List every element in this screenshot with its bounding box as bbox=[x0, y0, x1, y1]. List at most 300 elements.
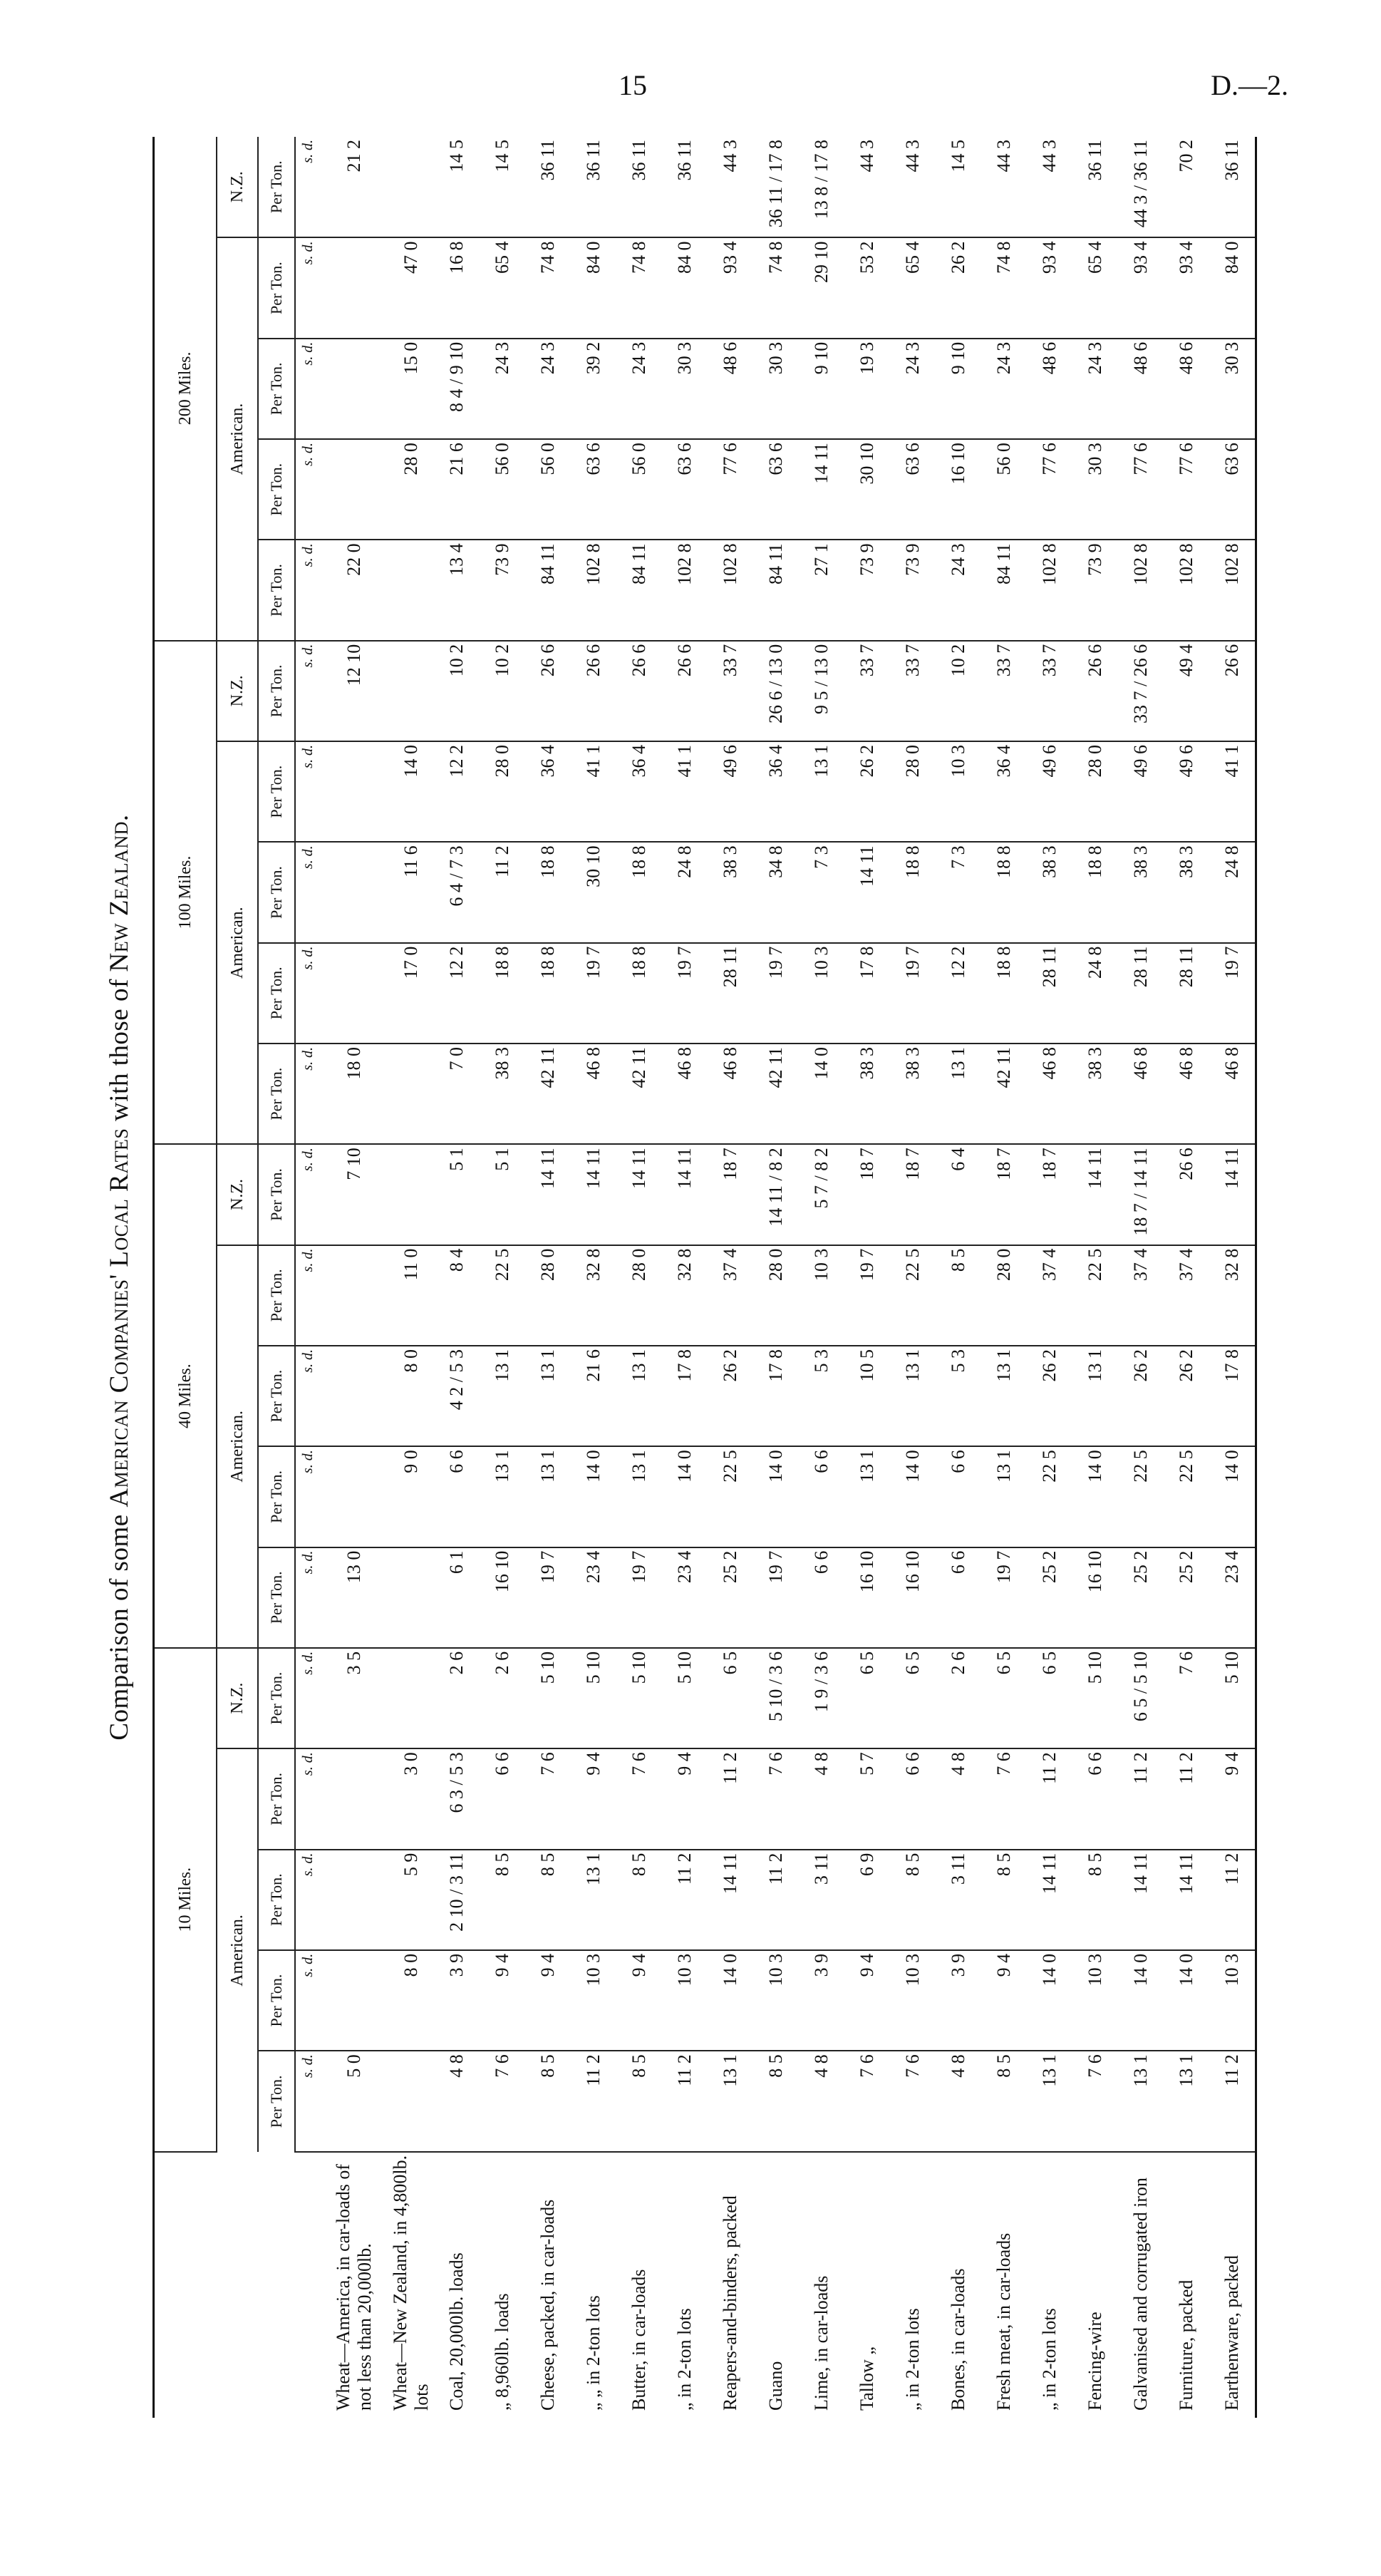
table-body bbox=[295, 137, 1256, 2418]
rate-cell: 24 3 bbox=[981, 339, 1027, 439]
rate-cell: 36 11 bbox=[1072, 137, 1118, 237]
header-per-ton: Per Ton. bbox=[258, 1547, 295, 1648]
rate-cell: 74 8 bbox=[616, 237, 662, 338]
rate-cell: 19 7 bbox=[981, 1547, 1027, 1648]
rate-cell: 8 5 bbox=[753, 2051, 799, 2151]
rate-cell: 4 8 bbox=[936, 1748, 981, 1849]
rate-cell: 56 0 bbox=[616, 439, 662, 540]
rate-cell: 36 4 bbox=[616, 741, 662, 842]
rate-cell: 37 4 bbox=[708, 1245, 753, 1346]
rate-cell: 16 10 bbox=[480, 1547, 525, 1648]
rate-cell: 9 4 bbox=[616, 1950, 662, 2051]
rate-cell: 14 11 bbox=[1164, 1850, 1209, 1950]
rate-cell: 18 7 bbox=[708, 1144, 753, 1245]
rate-cell: 26 6 bbox=[525, 641, 571, 741]
row-label: Galvanised and corrugated iron bbox=[1130, 2177, 1151, 2411]
header-per-ton-row bbox=[258, 137, 295, 2418]
rate-cell: 17 8 bbox=[753, 1346, 799, 1446]
rate-cell: 56 0 bbox=[525, 439, 571, 540]
rate-cell: 8 5 bbox=[890, 1850, 936, 1950]
table-row bbox=[616, 137, 662, 2418]
rate-cell: 73 9 bbox=[1072, 540, 1118, 640]
row-label: Wheat—New Zealand, in 4,800lb. lots bbox=[390, 2155, 432, 2411]
rate-cell: 19 7 bbox=[571, 943, 616, 1044]
document-reference: D.—2. bbox=[1211, 69, 1288, 101]
rate-cell: 6 6 bbox=[480, 1748, 525, 1849]
rate-cell: 22 0 bbox=[320, 540, 388, 640]
rate-cell: 8 5 bbox=[525, 2051, 571, 2151]
rate-cell: 5 10 bbox=[616, 1648, 662, 1748]
rate-cell: 4 8 bbox=[936, 2051, 981, 2151]
rate-cell: 7 3 bbox=[799, 842, 844, 942]
table-row bbox=[320, 137, 388, 2418]
rate-cell: 30 3 bbox=[753, 339, 799, 439]
rate-cell: 8 5 bbox=[616, 1850, 662, 1950]
rate-cell: 25 2 bbox=[1164, 1547, 1209, 1648]
rate-cell: 93 4 bbox=[1027, 237, 1072, 338]
rate-cell: 7 6 bbox=[1164, 1648, 1209, 1748]
rate-cell: 14 0 bbox=[662, 1446, 708, 1547]
units-cell: s. d. bbox=[295, 1044, 320, 1144]
rate-cell: 10 5 bbox=[844, 1346, 890, 1446]
rate-cell: 41 1 bbox=[571, 741, 616, 842]
rate-cell: 11 2 bbox=[708, 1748, 753, 1849]
rate-cell: 84 0 bbox=[1209, 237, 1256, 338]
rate-cell: 14 11 bbox=[799, 439, 844, 540]
rate-cell: 6 5 bbox=[890, 1648, 936, 1748]
rate-cell: 63 6 bbox=[753, 439, 799, 540]
rate-cell bbox=[320, 1748, 388, 1849]
rate-cell: 28 0 bbox=[981, 1245, 1027, 1346]
rate-cell: 22 5 bbox=[1118, 1446, 1164, 1547]
rate-cell: 48 6 bbox=[1027, 339, 1072, 439]
rate-cell: 77 6 bbox=[1164, 439, 1209, 540]
rate-cell bbox=[388, 540, 434, 640]
rate-cell: 14 5 bbox=[936, 137, 981, 237]
rate-cell: 21 2 bbox=[320, 137, 388, 237]
rate-cell: 19 7 bbox=[844, 1245, 890, 1346]
rate-cell: 7 6 bbox=[525, 1748, 571, 1849]
rate-cell: 4 8 bbox=[434, 2051, 480, 2151]
rate-cell: 11 2 bbox=[662, 2051, 708, 2151]
rate-cell: 33 7 bbox=[1027, 641, 1072, 741]
rate-cell: 6 9 bbox=[844, 1850, 890, 1950]
rate-cell: 65 4 bbox=[1072, 237, 1118, 338]
rate-cell: 8 5 bbox=[480, 1850, 525, 1950]
rate-cell: 46 8 bbox=[1027, 1044, 1072, 1144]
table-caption bbox=[87, 137, 152, 2418]
row-label: Reapers-and-binders, packed bbox=[720, 2195, 740, 2411]
rate-cell: 14 0 bbox=[708, 1950, 753, 2051]
rate-cell: 84 11 bbox=[525, 540, 571, 640]
rate-cell: 48 6 bbox=[1164, 339, 1209, 439]
table-row bbox=[434, 137, 480, 2418]
rate-cell: 48 6 bbox=[1118, 339, 1164, 439]
rate-cell: 102 8 bbox=[1027, 540, 1072, 640]
rate-cell: 102 8 bbox=[1164, 540, 1209, 640]
rate-cell: 5 10 bbox=[1209, 1648, 1256, 1748]
rate-cell: 24 8 bbox=[1209, 842, 1256, 942]
rate-cell: 10 3 bbox=[936, 741, 981, 842]
header-american: American. bbox=[217, 1245, 258, 1648]
rate-cell: 30 3 bbox=[1072, 439, 1118, 540]
rate-cell: 26 6 bbox=[616, 641, 662, 741]
rate-cell: 18 7 bbox=[844, 1144, 890, 1245]
rate-cell: 24 3 bbox=[525, 339, 571, 439]
rate-cell: 15 0 bbox=[388, 339, 434, 439]
rate-cell: 13 1 bbox=[936, 1044, 981, 1144]
rate-cell: 6 6 bbox=[890, 1748, 936, 1849]
rate-cell: 19 7 bbox=[753, 1547, 799, 1648]
rate-cell: 9 4 bbox=[981, 1950, 1027, 2051]
rate-cell: 24 3 bbox=[616, 339, 662, 439]
rate-cell bbox=[388, 2051, 434, 2151]
rate-cell: 28 11 bbox=[708, 943, 753, 1044]
units-cell: s. d. bbox=[295, 137, 320, 237]
rate-cell: 6 5 bbox=[981, 1648, 1027, 1748]
rate-cell: 6 6 bbox=[936, 1446, 981, 1547]
rate-cell: 18 8 bbox=[525, 943, 571, 1044]
rate-cell: 22 5 bbox=[1164, 1446, 1209, 1547]
rate-cell: 3 11 bbox=[936, 1850, 981, 1950]
rate-cell: 6 6 bbox=[1072, 1748, 1118, 1849]
rate-cell: 73 9 bbox=[480, 540, 525, 640]
header-per-ton: Per Ton. bbox=[258, 439, 295, 540]
rate-cell: 36 11 bbox=[662, 137, 708, 237]
header-per-ton: Per Ton. bbox=[258, 641, 295, 741]
rate-cell: 11 2 bbox=[1027, 1748, 1072, 1849]
table-header bbox=[154, 137, 296, 2418]
rate-cell: 73 9 bbox=[844, 540, 890, 640]
rate-cell: 14 0 bbox=[1072, 1446, 1118, 1547]
rate-cell: 18 8 bbox=[616, 943, 662, 1044]
rate-cell: 36 4 bbox=[525, 741, 571, 842]
rate-cell: 32 8 bbox=[662, 1245, 708, 1346]
rate-cell: 26 2 bbox=[936, 237, 981, 338]
rate-cell: 37 4 bbox=[1027, 1245, 1072, 1346]
rate-cell bbox=[320, 1346, 388, 1446]
table-row bbox=[1072, 137, 1118, 2418]
rate-cell: 13 1 bbox=[981, 1446, 1027, 1547]
table-row bbox=[844, 137, 890, 2418]
rate-cell: 16 8 bbox=[434, 237, 480, 338]
rate-cell: 10 2 bbox=[936, 641, 981, 741]
rate-cell: 22 5 bbox=[708, 1446, 753, 1547]
header-commodity bbox=[154, 2152, 296, 2418]
rate-cell: 19 7 bbox=[1209, 943, 1256, 1044]
row-label: Guano bbox=[765, 2361, 786, 2411]
rate-cell: 84 0 bbox=[571, 237, 616, 338]
rate-cell: 11 2 bbox=[1118, 1748, 1164, 1849]
rate-cell: 56 0 bbox=[480, 439, 525, 540]
rate-cell: 38 3 bbox=[844, 1044, 890, 1144]
rate-cell: 5 7 bbox=[844, 1748, 890, 1849]
header-american: American. bbox=[217, 237, 258, 640]
rate-cell bbox=[388, 1044, 434, 1144]
rate-cell bbox=[320, 1950, 388, 2051]
row-label: „ „ in 2-ton lots bbox=[583, 2295, 604, 2411]
rate-cell: 9 4 bbox=[1209, 1748, 1256, 1849]
rate-cell: 36 4 bbox=[753, 741, 799, 842]
rate-cell: 25 2 bbox=[708, 1547, 753, 1648]
rate-cell: 33 7 / 26 6 bbox=[1118, 641, 1164, 741]
rate-cell: 24 8 bbox=[662, 842, 708, 942]
rate-cell: 6 5 bbox=[708, 1648, 753, 1748]
rate-cell: 102 8 bbox=[1209, 540, 1256, 640]
rate-cell: 28 11 bbox=[1027, 943, 1072, 1044]
rate-cell: 44 3 bbox=[708, 137, 753, 237]
rate-cell: 2 6 bbox=[434, 1648, 480, 1748]
row-label: Butter, in car-loads bbox=[629, 2269, 649, 2411]
units-cell: s. d. bbox=[295, 943, 320, 1044]
rate-cell: 24 3 bbox=[890, 339, 936, 439]
header-nz: N.Z. bbox=[217, 1144, 258, 1245]
rate-cell: 6 5 / 5 10 bbox=[1118, 1648, 1164, 1748]
header-distance-10: 10 Miles. bbox=[154, 1648, 217, 2152]
rate-cell: 102 8 bbox=[1118, 540, 1164, 640]
rate-cell: 13 1 bbox=[1118, 2051, 1164, 2151]
rate-cell: 48 6 bbox=[708, 339, 753, 439]
rate-cell: 26 6 bbox=[1164, 1144, 1209, 1245]
rate-cell: 44 3 bbox=[890, 137, 936, 237]
rate-cell: 74 8 bbox=[525, 237, 571, 338]
rate-cell: 22 5 bbox=[1072, 1245, 1118, 1346]
rate-cell: 6 6 bbox=[799, 1446, 844, 1547]
rate-cell: 10 3 bbox=[662, 1950, 708, 2051]
rate-cell: 26 6 bbox=[1209, 641, 1256, 741]
rate-cell: 32 8 bbox=[571, 1245, 616, 1346]
rate-cell: 28 11 bbox=[1164, 943, 1209, 1044]
rate-cell: 65 4 bbox=[480, 237, 525, 338]
rate-cell: 1 9 / 3 6 bbox=[799, 1648, 844, 1748]
rate-cell: 65 4 bbox=[890, 237, 936, 338]
rate-cell: 6 5 bbox=[1027, 1648, 1072, 1748]
row-label: Earthenware, packed bbox=[1221, 2255, 1242, 2411]
header-nz: N.Z. bbox=[217, 1648, 258, 1748]
caption-nz: New Zealand. bbox=[105, 814, 134, 972]
rate-cell: 7 10 bbox=[320, 1144, 388, 1245]
rate-cell: 14 0 bbox=[1164, 1950, 1209, 2051]
table-row bbox=[936, 137, 981, 2418]
row-label: Fencing-wire bbox=[1085, 2312, 1105, 2411]
rate-cell: 10 3 bbox=[1072, 1950, 1118, 2051]
header-per-ton: Per Ton. bbox=[258, 540, 295, 640]
caption-middle: with those of bbox=[105, 979, 134, 1121]
rate-cell: 8 4 / 9 10 bbox=[434, 339, 480, 439]
rate-cell: 8 5 bbox=[936, 1245, 981, 1346]
rate-cell: 42 11 bbox=[616, 1044, 662, 1144]
rate-cell: 8 5 bbox=[616, 2051, 662, 2151]
rate-cell: 3 9 bbox=[799, 1950, 844, 2051]
rate-cell: 13 1 bbox=[708, 2051, 753, 2151]
rate-cell: 14 11 bbox=[525, 1144, 571, 1245]
rate-cell: 2 6 bbox=[480, 1648, 525, 1748]
header-per-ton: Per Ton. bbox=[258, 1245, 295, 1346]
rate-cell: 6 1 bbox=[434, 1547, 480, 1648]
rate-cell: 4 8 bbox=[799, 2051, 844, 2151]
rate-cell: 42 11 bbox=[525, 1044, 571, 1144]
rate-cell: 10 3 bbox=[890, 1950, 936, 2051]
rate-cell: 36 11 bbox=[571, 137, 616, 237]
rate-cell: 84 11 bbox=[616, 540, 662, 640]
rates-table bbox=[152, 137, 1257, 2418]
rate-cell: 102 8 bbox=[662, 540, 708, 640]
row-label: „ in 2-ton lots bbox=[902, 2308, 923, 2411]
rate-cell: 7 6 bbox=[480, 2051, 525, 2151]
rate-cell: 44 3 bbox=[844, 137, 890, 237]
rate-cell: 33 7 bbox=[708, 641, 753, 741]
rate-cell: 23 4 bbox=[571, 1547, 616, 1648]
rate-cell: 93 4 bbox=[1118, 237, 1164, 338]
header-distance-200: 200 Miles. bbox=[154, 137, 217, 641]
rate-cell: 28 0 bbox=[480, 741, 525, 842]
rate-cell: 8 4 bbox=[434, 1245, 480, 1346]
rate-cell bbox=[388, 137, 434, 237]
rate-cell: 77 6 bbox=[1027, 439, 1072, 540]
table-row bbox=[1118, 137, 1164, 2418]
rate-cell: 9 4 bbox=[571, 1748, 616, 1849]
rate-cell: 9 10 bbox=[799, 339, 844, 439]
rate-cell: 38 3 bbox=[480, 1044, 525, 1144]
rate-cell: 26 6 bbox=[662, 641, 708, 741]
rate-cell: 33 7 bbox=[844, 641, 890, 741]
rate-cell: 14 11 bbox=[571, 1144, 616, 1245]
rate-cell: 93 4 bbox=[708, 237, 753, 338]
rate-cell bbox=[320, 1850, 388, 1950]
rate-cell: 41 1 bbox=[662, 741, 708, 842]
rate-cell: 7 0 bbox=[434, 1044, 480, 1144]
rate-cell: 14 0 bbox=[388, 741, 434, 842]
rate-cell: 44 3 bbox=[1027, 137, 1072, 237]
rate-cell: 5 10 bbox=[662, 1648, 708, 1748]
rate-cell: 47 0 bbox=[388, 237, 434, 338]
header-distance-40: 40 Miles. bbox=[154, 1144, 217, 1648]
rate-cell: 3 0 bbox=[388, 1748, 434, 1849]
rate-cell: 16 10 bbox=[890, 1547, 936, 1648]
header-american: American. bbox=[217, 1748, 258, 2151]
rate-cell: 6 6 bbox=[936, 1547, 981, 1648]
row-label: Wheat—America, in car-loads of not less than 20,000lb. bbox=[333, 2164, 375, 2411]
rate-cell: 19 7 bbox=[616, 1547, 662, 1648]
header-per-ton: Per Ton. bbox=[258, 137, 295, 237]
rate-cell: 13 1 bbox=[1072, 1346, 1118, 1446]
header-per-ton: Per Ton. bbox=[258, 1748, 295, 1849]
rate-cell: 5 10 / 3 6 bbox=[753, 1648, 799, 1748]
rate-cell: 8 0 bbox=[388, 1950, 434, 2051]
rate-cell: 8 0 bbox=[388, 1346, 434, 1446]
rate-cell: 27 1 bbox=[799, 540, 844, 640]
header-per-ton: Per Ton. bbox=[258, 943, 295, 1044]
rate-cell: 77 6 bbox=[708, 439, 753, 540]
rate-cell: 63 6 bbox=[571, 439, 616, 540]
rate-cell: 12 2 bbox=[434, 741, 480, 842]
rate-cell: 30 3 bbox=[662, 339, 708, 439]
rate-cell: 6 3 / 5 3 bbox=[434, 1748, 480, 1849]
rate-cell: 18 7 / 14 11 bbox=[1118, 1144, 1164, 1245]
row-label: „ in 2-ton lots bbox=[674, 2308, 695, 2411]
rate-cell: 30 10 bbox=[844, 439, 890, 540]
rate-cell: 28 0 bbox=[525, 1245, 571, 1346]
rate-cell: 13 1 bbox=[981, 1346, 1027, 1446]
rate-cell: 7 6 bbox=[981, 1748, 1027, 1849]
rate-cell: 4 2 / 5 3 bbox=[434, 1346, 480, 1446]
rate-cell: 14 0 bbox=[890, 1446, 936, 1547]
header-per-ton: Per Ton. bbox=[258, 237, 295, 338]
rate-cell: 9 5 / 13 0 bbox=[799, 641, 844, 741]
rate-cell: 30 3 bbox=[1209, 339, 1256, 439]
header-per-ton: Per Ton. bbox=[258, 1446, 295, 1547]
rate-cell: 26 6 / 13 0 bbox=[753, 641, 799, 741]
rate-cell: 14 11 bbox=[1209, 1144, 1256, 1245]
rate-cell: 28 0 bbox=[388, 439, 434, 540]
rate-cell: 19 7 bbox=[662, 943, 708, 1044]
rate-cell: 8 5 bbox=[981, 1850, 1027, 1950]
rate-cell: 34 8 bbox=[753, 842, 799, 942]
table-row bbox=[662, 137, 708, 2418]
rate-cell: 17 8 bbox=[662, 1346, 708, 1446]
rate-cell: 21 6 bbox=[434, 439, 480, 540]
header-american: American. bbox=[217, 741, 258, 1144]
rate-cell: 22 5 bbox=[1027, 1446, 1072, 1547]
row-label: Furniture, packed bbox=[1176, 2279, 1196, 2411]
rate-cell: 26 6 bbox=[1072, 641, 1118, 741]
rate-cell: 8 5 bbox=[525, 1850, 571, 1950]
rate-cell: 5 9 bbox=[388, 1850, 434, 1950]
header-per-ton: Per Ton. bbox=[258, 842, 295, 942]
units-cell: s. d. bbox=[295, 237, 320, 338]
rate-cell: 84 11 bbox=[981, 540, 1027, 640]
rate-cell: 8 5 bbox=[981, 2051, 1027, 2151]
rate-cell: 3 9 bbox=[434, 1950, 480, 2051]
rate-cell: 63 6 bbox=[662, 439, 708, 540]
rate-cell: 19 3 bbox=[844, 339, 890, 439]
table-row bbox=[480, 137, 525, 2418]
rate-cell: 3 5 bbox=[320, 1648, 388, 1748]
rate-cell: 49 6 bbox=[1118, 741, 1164, 842]
rate-cell: 11 2 bbox=[1209, 2051, 1256, 2151]
rate-cell: 6 6 bbox=[434, 1446, 480, 1547]
rate-cell: 19 7 bbox=[890, 943, 936, 1044]
rate-cell: 13 1 bbox=[480, 1346, 525, 1446]
header-per-ton: Per Ton. bbox=[258, 339, 295, 439]
rate-cell: 36 11 bbox=[525, 137, 571, 237]
rate-cell: 5 7 / 8 2 bbox=[799, 1144, 844, 1245]
units-cell: s. d. bbox=[295, 1648, 320, 1748]
rate-cell: 26 2 bbox=[1118, 1346, 1164, 1446]
row-label: Tallow „ bbox=[857, 2346, 877, 2411]
header-per-ton: Per Ton. bbox=[258, 1044, 295, 1144]
table-row bbox=[525, 137, 571, 2418]
rate-cell: 12 2 bbox=[936, 943, 981, 1044]
row-label: Coal, 20,000lb. loads bbox=[446, 2252, 467, 2411]
row-label: Bones, in car-loads bbox=[948, 2268, 968, 2411]
rate-cell: 14 0 bbox=[1118, 1950, 1164, 2051]
rate-cell: 10 2 bbox=[480, 641, 525, 741]
units-cell: s. d. bbox=[295, 641, 320, 741]
rate-cell: 30 10 bbox=[571, 842, 616, 942]
rate-cell: 9 4 bbox=[480, 1950, 525, 2051]
rate-cell: 56 0 bbox=[981, 439, 1027, 540]
rate-cell: 25 2 bbox=[1118, 1547, 1164, 1648]
rate-cell: 11 2 bbox=[571, 2051, 616, 2151]
rate-cell: 3 9 bbox=[936, 1950, 981, 2051]
rate-cell: 28 0 bbox=[1072, 741, 1118, 842]
rate-cell: 44 3 bbox=[981, 137, 1027, 237]
table-row bbox=[571, 137, 616, 2418]
rate-cell: 24 8 bbox=[1072, 943, 1118, 1044]
rate-cell: 10 3 bbox=[1209, 1950, 1256, 2051]
rate-cell: 18 8 bbox=[616, 842, 662, 942]
